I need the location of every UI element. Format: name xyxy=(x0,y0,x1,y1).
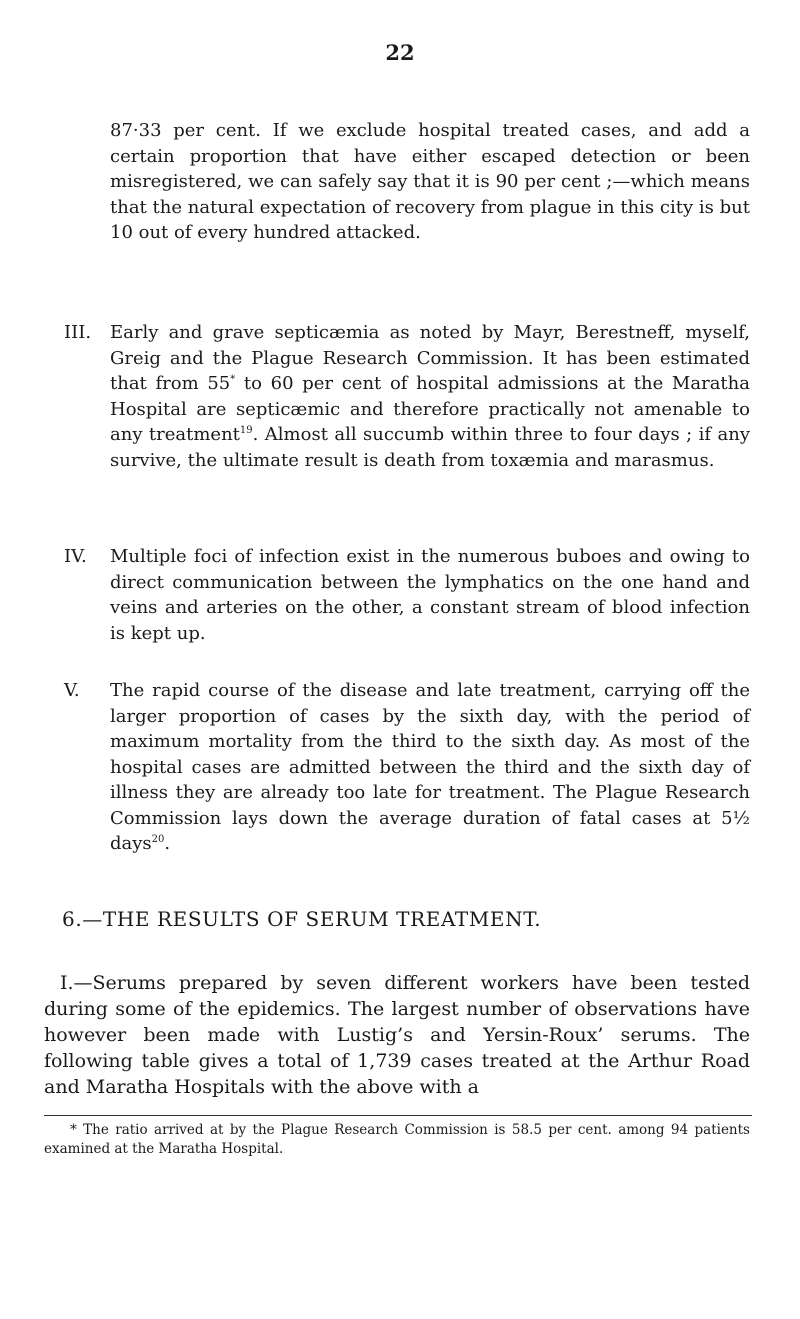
section-paragraph: I.—Serums prepared by seven different workers have been tested during some of the epidemics. The largest number of observations have however been made with Lustig’s and Yersin-Roux’ serums. The following table gives a total of 1,739 cases treated at the Arthur Road and Maratha Hospitals with the above with a xyxy=(44,972,750,1098)
section-heading: 6.—THE RESULTS OF SERUM TREATMENT. xyxy=(62,907,542,931)
list-item-iv xyxy=(64,544,750,646)
intro-text: 87·33 per cent. If we exclude hospital treated cases, and add a certain proportion that have either escaped detection or been misregistered, we can safely say that it is 90 per cent ;—which means that the natural expectation of recovery from plague in this city is but 10 out of every hundred attacked. xyxy=(110,120,750,243)
item-text-part: to 60 per cent of hospital admissions at the Maratha Hospital are septicæmic and therefore practically not amenable to any treatment xyxy=(110,373,750,445)
item-text-part: . xyxy=(164,833,171,854)
intro-paragraph xyxy=(110,118,750,246)
list-item-iii xyxy=(64,320,750,473)
item-text xyxy=(110,678,750,857)
item-text-part: The rapid course of the disease and late treatment, carrying off the larger proportion of cases by the sixth day, with the period of maximum mortality from the third to the sixth day. As most of the hospital cases are admitted between the third and the sixth day of illness they are already too late for treatment. The Plague Research Commission lays down the average duration of fatal cases at 5½ days xyxy=(110,680,750,854)
page-number: 22 xyxy=(385,40,415,65)
list-item-v xyxy=(64,678,750,857)
item-text: Multiple foci of infection exist in the numerous buboes and owing to direct communication between the lymphatics on the one hand and veins and arteries on the other, a constant stream of blood infection is kept up. xyxy=(110,546,750,644)
reference-number: 20 xyxy=(151,834,165,845)
footnote xyxy=(44,1121,750,1159)
footnote-divider xyxy=(44,1115,752,1116)
footnote-mark: * xyxy=(70,1122,77,1138)
item-text xyxy=(110,320,750,473)
footnote-marker: * xyxy=(230,374,236,385)
item-numeral: IV. xyxy=(64,546,87,567)
item-text-part: Early and grave septicæmia as noted by Mayr, Berestneff, myself, Greig and the Plague Research Commission. It has been estimated that from 55 xyxy=(110,322,750,394)
item-numeral: III. xyxy=(64,322,92,343)
item-text-part: . Almost all succumb within three to four days ; if any survive, the ultimate result is death from toxæmia and marasmus. xyxy=(110,424,750,471)
reference-number: 19 xyxy=(239,425,253,436)
footnote-text: The ratio arrived at by the Plague Research Commission is 58.5 per cent. among 94 patients examined at the Maratha Hospital. xyxy=(44,1122,750,1157)
item-numeral: V. xyxy=(64,680,80,701)
